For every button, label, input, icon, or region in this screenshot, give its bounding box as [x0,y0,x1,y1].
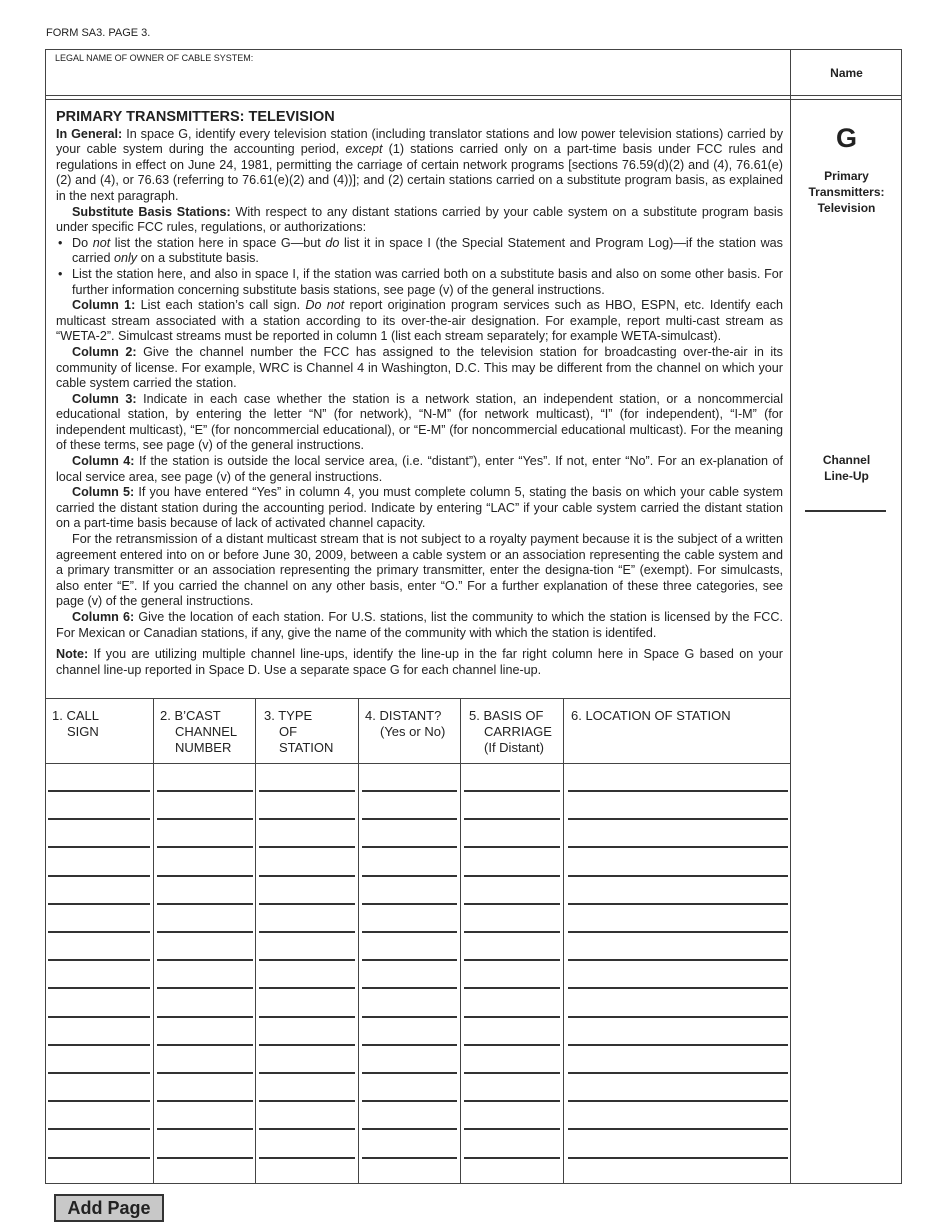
row-entry-line[interactable] [464,1128,560,1130]
row-entry-line[interactable] [362,959,457,961]
row-entry-line[interactable] [568,987,788,989]
row-entry-line[interactable] [48,903,150,905]
channel-lineup-label [791,452,902,484]
row-entry-line[interactable] [157,818,253,820]
row-entry-line[interactable] [157,959,253,961]
row-entry-line[interactable] [259,1128,355,1130]
header-divider [45,95,902,96]
note-label: Note: [56,647,89,662]
space-title-line: Television [817,201,876,215]
column-header-line: CHANNEL [175,724,238,739]
space-letter: G [835,123,857,153]
column-header-line: (If Distant) [484,740,544,755]
row-entry-line[interactable] [157,903,253,905]
column5-paragraph [56,485,783,532]
instructions [56,110,783,678]
row-entry-line[interactable] [464,903,560,905]
row-entry-line[interactable] [568,959,788,961]
row-entry-line[interactable] [568,875,788,877]
row-entry-line[interactable] [464,1016,560,1018]
row-entry-line[interactable] [464,875,560,877]
name-label: Name [830,66,863,80]
space-title [791,168,902,216]
row-entry-line[interactable] [259,1016,355,1018]
channel-lineup-line: Channel [822,453,871,467]
row-entry-line[interactable] [157,1072,253,1074]
column-header-line: 5. BASIS OF [469,708,544,723]
row-entry-line[interactable] [362,1128,457,1130]
substitute-paragraph [56,205,783,236]
column-header-line: OF [279,724,298,739]
column-label: Column 4: [72,454,135,469]
column-text: If the station is outside the local service area, (i.e. “distant”), enter “Yes”. If not, enter “No”. For an ex-planation of local service area, see page (v) of the general instructions. [56,454,783,484]
row-entry-line[interactable] [464,987,560,989]
row-entry-line[interactable] [48,931,150,933]
row-entry-line[interactable] [48,1100,150,1102]
channel-lineup-input-line[interactable] [805,510,886,512]
row-entry-line[interactable] [362,903,457,905]
substitute-label: Substitute Basis Stations: [72,204,231,219]
column-header-line: (Yes or No) [380,724,446,739]
bullet-item: • List the station here, and also in space I, if the station was carried both on a substitute basis and also on some other basis. For further information concerning substitute basis stations, see page (v) of the general instructions. [72,267,783,298]
row-entry-line[interactable] [157,1157,253,1159]
row-entry-line[interactable] [259,931,355,933]
column-emphasis: Do not [305,298,345,313]
row-entry-line[interactable] [464,931,560,933]
row-entry-line[interactable] [48,1016,150,1018]
row-entry-line[interactable] [464,1100,560,1102]
row-entry-line[interactable] [464,1072,560,1074]
column-text: report origination program services such as HBO, ESPN, etc. Identify each multicast stream associated with a station according to its over-the-air designation. For example, report multi-cast stream as “WETA-2”. Simulcast streams must be reported in column 1 (list each stream separately; for example WETA-simulcast). [56,298,783,344]
column-header-line: NUMBER [175,740,232,755]
row-entry-line[interactable] [568,903,788,905]
column-label: Column 6: [72,610,135,624]
column-text: Indicate in each case whether the station is a network station, an independent station, or a noncommercial educational station, by entering the letter “N” (for network), “N-M” (for network multicast), “I” (for independent), “I-M” (for independent multicast), “E” (for noncommercial educational), or “E-M” (for noncommercial educational multicast). For the meaning of these terms, see page (v) of the general instructions. [56,391,783,453]
bullet-text: on a substitute basis. [137,251,259,266]
row-entry-line[interactable] [568,1072,788,1074]
add-page-button[interactable]: Add Page [54,1194,164,1222]
column-header-location [571,708,731,724]
general-text: In space G, identify every television station (including translator stations and low power television stations) carried by your cable system during the accounting period, [56,126,783,157]
column-divider [460,698,461,1184]
row-entry-line[interactable] [48,1044,150,1046]
column-text: List each station’s call sign. [135,298,306,313]
bullet-emphasis: only [114,251,138,266]
row-entry-line[interactable] [259,1157,355,1159]
header-divider-2 [45,99,902,100]
row-entry-line[interactable] [157,931,253,933]
column6-paragraph [56,610,783,641]
column-divider [563,698,564,1184]
form-header: FORM SA3. PAGE 3. [46,27,151,39]
row-entry-line[interactable] [362,1072,457,1074]
row-entry-line[interactable] [259,790,355,792]
row-entry-line[interactable] [157,987,253,989]
row-entry-line[interactable] [464,790,560,792]
row-entry-line[interactable] [362,987,457,989]
row-entry-line[interactable] [157,1044,253,1046]
row-entry-line[interactable] [157,1100,253,1102]
row-entry-line[interactable] [157,1128,253,1130]
row-entry-line[interactable] [259,875,355,877]
side-column-divider [790,49,791,1184]
row-entry-line[interactable] [568,1016,788,1018]
substitute-text: With respect to any distant stations carried by your cable system on a substitute program basis under specific FCC rules, regulations, or authorizations: [56,204,784,235]
row-entry-line[interactable] [362,931,457,933]
row-entry-line[interactable] [568,818,788,820]
row-entry-line[interactable] [259,1100,355,1102]
column4-paragraph [56,454,783,485]
general-text-2: (1) stations carried only on a part-time basis under FCC rules and regulations in effect on June 24, 1981, permitting the carriage of certain network programs [sections 76.59(d)(2) and (4), 76.61(e)(2) and (4), or 76.63 (referring to 76.61(e)(2) and (4))]; and (2) certain stations carried on a substitute program basis, as explained in the next paragraph. [56,142,783,203]
bullet-text: list the station here in space G—but [110,235,326,250]
column-header-line: STATION [279,740,334,755]
column-label: Column 2: [72,344,137,359]
column-header-line: 4. DISTANT? [365,708,442,723]
row-entry-line[interactable] [362,1157,457,1159]
space-title-line: Primary [824,169,869,183]
row-entry-line[interactable] [48,1128,150,1130]
row-entry-line[interactable] [259,1044,355,1046]
column-header-type [264,708,333,756]
row-entry-line[interactable] [568,1157,788,1159]
column1-paragraph [56,298,783,345]
row-entry-line[interactable] [464,846,560,848]
row-entry-line[interactable] [48,1157,150,1159]
table-header-bottom [45,763,791,764]
bullet-emphasis: not [92,235,111,250]
column-header-line: CARRIAGE [484,724,552,739]
row-entry-line[interactable] [48,790,150,792]
row-entry-line[interactable] [362,846,457,848]
row-entry-line[interactable] [259,959,355,961]
column-header-call-sign [52,708,99,740]
row-entry-line[interactable] [464,818,560,820]
row-entry-line[interactable] [259,1072,355,1074]
general-paragraph [56,127,783,205]
table-top-border [45,698,791,699]
column3-paragraph [56,392,783,454]
bullet-text: list it in space I (the Special Statement and Program Log)—if the station was carried [72,235,783,266]
column-divider [358,698,359,1184]
column-header-line: 1. CALL [52,708,99,723]
channel-lineup-line: Line-Up [824,469,869,483]
bullet-item [72,236,783,267]
column-text: Give the channel number the FCC has assigned to the television station for broadcasting over-the-air in its community of license. For example, WRC is Channel 4 in Washington, D.C. This may be different from the channel on which your cable system carried the station. [56,344,783,391]
column-header-line: SIGN [67,724,99,739]
row-entry-line[interactable] [464,959,560,961]
row-entry-line[interactable] [464,1044,560,1046]
column-header-channel [160,708,237,756]
general-except: except [345,142,383,157]
column2-paragraph [56,345,783,392]
column-text: If you have entered “Yes” in column 4, you must complete column 5, stating the basis on which your cable system carried the distant station during the accounting period. Indicate by entering “LAC” if your cable system carried the distant station on a part-time basis because of lack of activated channel capacity. [56,485,783,531]
column-header-basis [469,708,552,756]
bullet-emphasis: do [325,235,340,250]
row-entry-line[interactable] [259,987,355,989]
column-header-line: 3. TYPE [264,708,313,723]
row-entry-line[interactable] [48,818,150,820]
column-label: Column 5: [72,485,135,500]
row-entry-line[interactable] [362,1016,457,1018]
section-heading: PRIMARY TRANSMITTERS: TELEVISION [56,109,335,125]
row-entry-line[interactable] [362,790,457,792]
column-header-distant [365,708,445,740]
row-entry-line[interactable] [568,790,788,792]
row-entry-line[interactable] [48,846,150,848]
row-entry-line[interactable] [362,1100,457,1102]
row-entry-line[interactable] [464,1157,560,1159]
column-text: Give the location of each station. For U.S. stations, list the community to which the station is licensed by the FCC. For Mexican or Canadian stations, if any, give the name of the community with which the station is identifed. [56,610,783,640]
column-header-line: 6. LOCATION OF STATION [571,708,731,723]
retransmission-paragraph: For the retransmission of a distant multicast stream that is not subject to a royalty payment because it is the subject of a written agreement entered into on or before June 30, 2009, between a cable system or an association representing the cable system and a primary transmitter or an association representing the primary transmitter, enter the designa-tion “E” (exempt). For simulcasts, also enter “E”. If you carried the channel on any other basis, enter “O.” For a further explanation of these three categories, see page (v) of the general instructions. [56,532,783,609]
row-entry-line[interactable] [157,1016,253,1018]
row-entry-line[interactable] [48,987,150,989]
row-entry-line[interactable] [48,875,150,877]
row-entry-line[interactable] [259,903,355,905]
substitute-bullets [56,236,783,298]
row-entry-line[interactable] [568,1128,788,1130]
space-title-line: Transmitters: [808,185,885,199]
note-paragraph [56,647,783,678]
row-entry-line[interactable] [157,846,253,848]
row-entry-line[interactable] [259,846,355,848]
general-label: In General: [56,126,123,141]
row-entry-line[interactable] [362,1044,457,1046]
row-entry-line[interactable] [568,846,788,848]
row-entry-line[interactable] [568,1044,788,1046]
row-entry-line[interactable] [362,818,457,820]
bullet-text: Do [72,235,93,250]
column-label: Column 3: [72,391,137,406]
row-entry-line[interactable] [362,875,457,877]
row-entry-line[interactable] [157,875,253,877]
row-entry-line[interactable] [568,1100,788,1102]
row-entry-line[interactable] [48,959,150,961]
row-entry-line[interactable] [48,1072,150,1074]
column-divider [255,698,256,1184]
column-divider [153,698,154,1184]
column-label: Column 1: [72,298,136,313]
row-entry-line[interactable] [157,790,253,792]
row-entry-line[interactable] [568,931,788,933]
row-entry-line[interactable] [259,818,355,820]
note-text: If you are utilizing multiple channel line-ups, identify the line-up in the far right column here in Space G based on your channel line-up reported in Space D. Use a separate space G for each channel line-up. [56,647,783,677]
owner-name-label: LEGAL NAME OF OWNER OF CABLE SYSTEM: [55,53,254,63]
column-header-line: 2. B’CAST [160,708,221,723]
